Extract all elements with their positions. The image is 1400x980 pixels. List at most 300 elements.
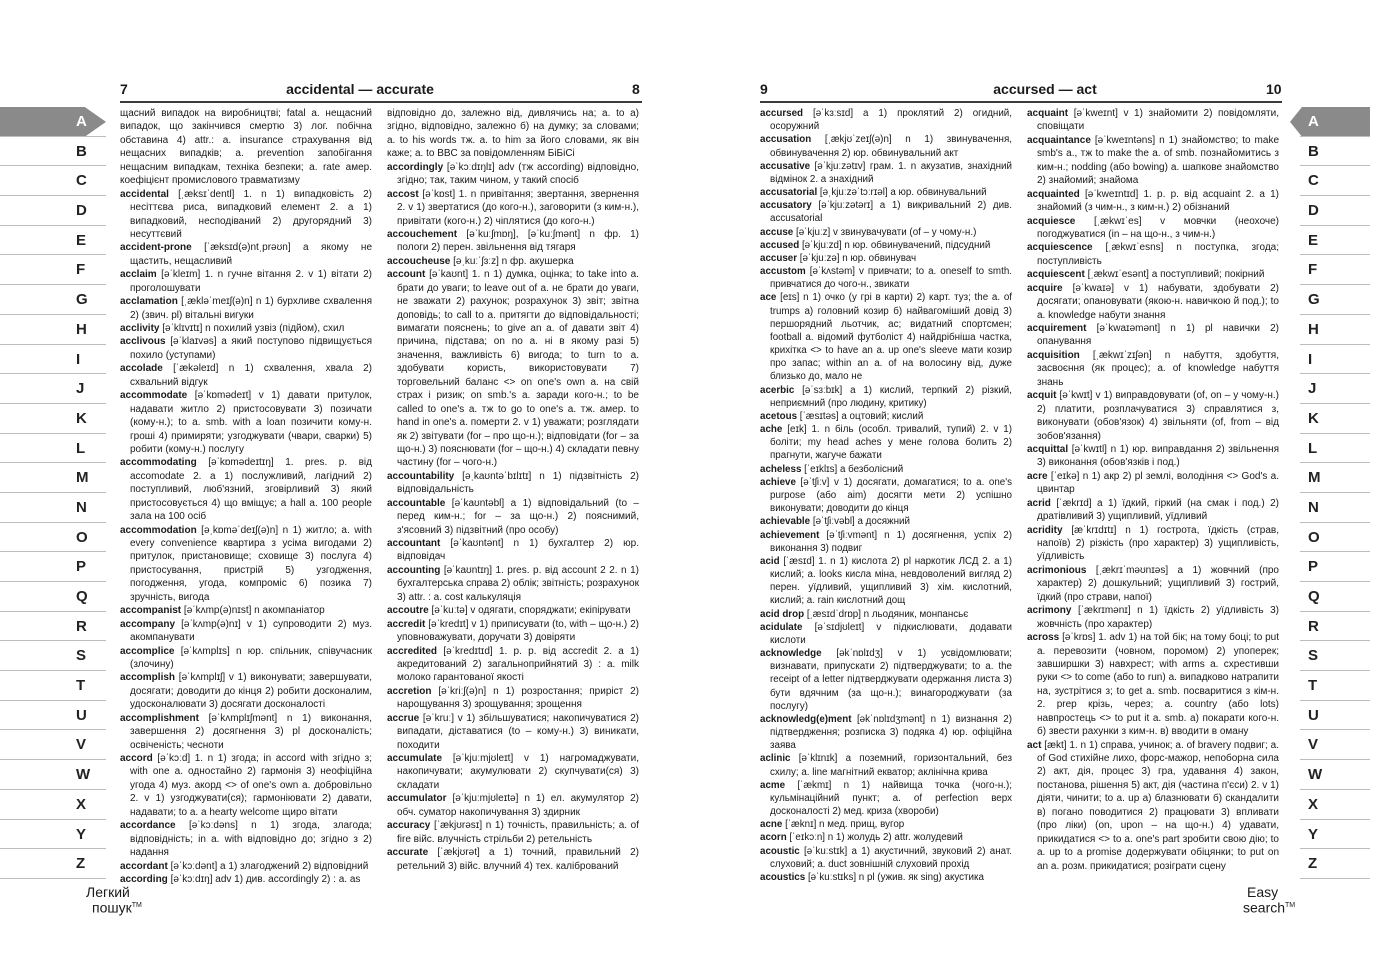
- entry-definition: [əˈkjuːzətərɪ] a 1) викривальний 2) див. accusatorial: [770, 200, 1012, 225]
- entry-headword: accrue: [387, 712, 420, 724]
- dictionary-entry: [120, 268, 372, 295]
- entries-column-2: [1027, 107, 1279, 873]
- entry-headword: accomplice: [120, 645, 175, 657]
- entry-definition: [əˈklaɪvəs] a який поступово підвищується похило (уступами): [130, 336, 372, 361]
- dictionary-entry: [760, 107, 1012, 133]
- dictionary-entry: [387, 792, 639, 819]
- dictionary-entry: [387, 564, 639, 604]
- entry-definition: [əˈkjuːzə] n юр. обвинувач: [799, 252, 917, 264]
- index-tab-b[interactable]: B: [1300, 137, 1370, 167]
- dictionary-entry: [387, 107, 639, 161]
- index-tab-h[interactable]: H: [1300, 315, 1370, 345]
- entry-headword: acetous: [760, 410, 798, 422]
- entry-definition: відповідно до, залежно від, дивлячись на; a. to a) згідно, відповідно, залежно б) на думку; за словами; a. to his words тж. a. to him за його словами, як він каже; a. to BBC за повідомленням БіБіСі: [387, 108, 639, 160]
- entry-headword: accustom: [760, 266, 806, 278]
- entry-definition: [əkˈnɒlɪdʒ] v 1) усвідомлювати; визнавати, припускати 2) підтверджувати; to a. the receipt of a letter підтверджувати одержання листа 3) бути вдячним (за що-н.); винагороджувати (за послугу): [770, 648, 1012, 712]
- index-tab-v[interactable]: V: [1300, 730, 1370, 760]
- dictionary-entry: [1027, 604, 1279, 631]
- page-number-left: 9: [760, 81, 768, 97]
- entry-definition: [əˈkaʊntəbl] a 1) відповідальний (to – перед ким-н.; for – за що-н.) 2) пояснимий, з'ясовний 3) підзвітний (про особу): [397, 497, 639, 536]
- dictionary-entry: [120, 860, 372, 873]
- dictionary-entry: [120, 188, 372, 242]
- entry-definition: [əˈkɒst] 1. n привітання; звертання, звернення 2. v 1) звертатися (до кого-н.), заговорити (з ким-н.), привітати (кого-н.) 2) чіплятися (до кого-н.): [397, 188, 639, 227]
- entry-definition: [əˈkɔːdəns] n 1) згода, злагода; відповідність; in a. with відповідно до; згідно з 2) надання: [130, 820, 372, 859]
- entry-headword: accolade: [120, 363, 163, 375]
- index-tab-t[interactable]: T: [0, 671, 106, 701]
- entry-headword: acoustics: [760, 871, 806, 883]
- entry-definition: [eɪs] n 1) очко (у грі в карти) 2) карт. туз; the a. of trumps a) головний козир б) найвагоміший довід 3) першорядний льотчик, ас; видатний спортсмен; football a. відомий футболіст 4) найдрібніша частка, крихітка <> to have an a. up one's sleeve мати козир про запас; within an a. of на волосину від, дуже близько до, мало не: [770, 292, 1012, 383]
- entry-definition: [əˈkʌmplɪs] n юр. спільник, співучасник (злочину): [130, 645, 372, 670]
- entry-definition: [əˈkʌmp(ə)nɪst] n акомпаніатор: [183, 605, 325, 617]
- entry-headword: acme: [760, 779, 786, 791]
- index-tab-h[interactable]: H: [0, 315, 106, 345]
- dictionary-entry: [387, 161, 639, 188]
- index-tab-w[interactable]: W: [1300, 760, 1370, 790]
- entry-definition: [əˌkaʊntəˈbɪlɪtɪ] n 1) підзвітність 2) відповідальність: [397, 470, 640, 496]
- entry-definition: [ˌækwɪˈes] v мовчки (неохоче) погоджуватися (in – на що-н., з чим-н.): [1037, 215, 1280, 240]
- dictionary-entry: [760, 818, 1012, 831]
- index-tab-g[interactable]: G: [0, 285, 106, 315]
- index-tab-m[interactable]: M: [1300, 463, 1370, 493]
- entry-definition: [əˈkrɒs] 1. adv 1) на той бік; на тому боці; to put a. перевозити (човном, поромом) 2) упоперек; завширшки 3) навхрест; with arms a. схрестивши руки <> to come (або to run) a. випадково натрапити на, зустрітися з; to get a. smb. посваритися з кім-н. 2. prep крізь, через; a. country (або lots) навпростець <> to put it a. smb. a) покарати кого-н. б) звести рахунки з ким-н. в) вводити в оману: [1037, 632, 1279, 738]
- dictionary-entry: [1027, 497, 1279, 524]
- entry-headword: across: [1027, 632, 1060, 644]
- entry-definition: [əˈkɒmədeɪtɪŋ] 1. pres. p. від accomodate 2. a 1) послужливий, лагідний 2) поступливий, люб'язний, зговірливий 3) який пристосовується 4) що вміщує; a hall a. 100 people зала на 100 осіб: [130, 457, 372, 523]
- index-tab-o[interactable]: O: [1300, 523, 1370, 553]
- dictionary-entry: [120, 712, 372, 752]
- entry-headword: accordance: [120, 820, 176, 832]
- dictionary-entry: [1027, 349, 1279, 389]
- entry-definition: [əˈkɜːsɪd] a 1) проклятий 2) огидний, осоружний: [770, 108, 1012, 133]
- entry-definition: [əˈkʌmp(ə)nɪ] v 1) супроводити 2) муз. акомпанувати: [130, 618, 373, 644]
- entry-headword: accusation: [760, 134, 812, 146]
- entry-headword: accost: [387, 188, 419, 200]
- entry-headword: accumulate: [387, 753, 443, 764]
- entry-headword: achievable: [760, 516, 811, 528]
- dictionary-entry: [120, 618, 372, 645]
- header-rule: [120, 101, 642, 103]
- dictionary-entry: [120, 524, 372, 605]
- dictionary-entry: [387, 188, 639, 228]
- index-tab-i[interactable]: I: [1300, 345, 1370, 375]
- entry-definition: [əˈkweɪnt] v 1) знайомити 2) повідомляти, сповіщати: [1037, 108, 1279, 133]
- entry-definition: [ˌæsɪdˈdrɒp] n льодяник, монпансьє: [806, 608, 969, 620]
- dictionary-entry: [387, 470, 639, 497]
- entry-definition: [əˈkʌmplɪʃmənt] n 1) виконання, завершення 2) досягнення 3) pl досконалість; освіченість; чесноти: [130, 712, 372, 751]
- dictionary-entry: [760, 647, 1012, 713]
- entries-column-1: [120, 107, 372, 886]
- entry-headword: acidulate: [760, 621, 803, 633]
- entry-definition: [əˈtʃiːvəbl] a досяжний: [812, 516, 910, 528]
- entry-definition: [əˈkwɪtl] n 1) юр. виправдання 2) звільнення 3) виконання (обов'язків і под.): [1037, 443, 1279, 469]
- entry-headword: according: [120, 873, 168, 885]
- brand-line-1: Легкий: [86, 884, 130, 900]
- index-tab-t[interactable]: T: [1300, 671, 1370, 701]
- index-tab-u[interactable]: U: [0, 701, 106, 731]
- index-tab-s[interactable]: S: [0, 641, 106, 671]
- entry-definition: [əˈkwaɪə] v 1) набувати, здобувати 2) досягати; опановувати (якою-н. навичкою й под.); to a. knowledge набути знання: [1037, 282, 1279, 321]
- index-tab-b[interactable]: B: [0, 137, 106, 167]
- dictionary-entry: [760, 423, 1012, 463]
- dictionary-entry: [760, 226, 1012, 239]
- entry-headword: accretion: [387, 685, 432, 697]
- dictionary-entry: [120, 295, 372, 322]
- dictionary-entry: [120, 819, 372, 859]
- dictionary-entry: [1027, 107, 1279, 134]
- index-tab-a[interactable]: A: [0, 107, 106, 137]
- entry-headword: accordingly: [387, 161, 444, 173]
- entry-headword: acquirement: [1027, 323, 1087, 334]
- entry-definition: [əˈkuːʃmɒŋ], [əˈkuːʃmənt] n фр. 1) пологи 2) перен. звільнення від тягаря: [397, 228, 639, 254]
- entry-definition: [əˈkɒmədeɪt] v 1) давати притулок, надавати житло 2) пристосовувати 3) позичати (кому-н.); to a. smb. with a loan позичити кому-н. гроші 4) примиряти; узгоджувати (чвари, сварки) 5) робити (кому-н.) послугу: [130, 390, 373, 455]
- entry-headword: acquittal: [1027, 443, 1069, 455]
- dictionary-entry: [1027, 470, 1279, 497]
- entry-definition: [əˈkʌstəm] v привчати; to a. oneself to smth. привчатися до чого-н., звикати: [770, 266, 1012, 291]
- brand-line-2: search: [1243, 899, 1286, 916]
- dictionary-entry: [120, 645, 372, 672]
- entry-headword: accredit: [387, 618, 426, 630]
- index-tab-z[interactable]: Z: [1300, 849, 1370, 879]
- entry-headword: acquainted: [1027, 188, 1080, 200]
- dictionary-entry: [387, 604, 639, 617]
- dictionary-entry: [120, 107, 372, 188]
- entry-headword: accountable: [387, 497, 446, 509]
- dictionary-entry: [760, 529, 1012, 555]
- entry-definition: щасний випадок на виробництві; fatal a. нещасний випадок, що закінчився смертю 3) лог. побічна обставина 4) attr.: a. insurance страхування від нещасних випадків; a. prevention запобігання нещасним випадкам, техніка безпеки; a. rate амер. коефіцієнт промислового травматизму: [120, 108, 372, 187]
- entries-column-2: [387, 107, 639, 873]
- entry-headword: ace: [760, 292, 777, 304]
- index-tab-k[interactable]: K: [1300, 404, 1370, 434]
- entry-definition: [əˈkjuːzd] n юр. обвинувачений, підсудний: [801, 239, 991, 251]
- brand-logo-right: [1243, 886, 1295, 915]
- entry-definition: [ˈæksɪd(ə)ntˌprəʊn] a якому не щастить, нещасливий: [130, 242, 373, 267]
- entry-headword: accusatory: [760, 200, 812, 212]
- entry-definition: [əˈtʃiːvmənt] n 1) досягнення, успіх 2) виконання 3) подвиг: [770, 529, 1012, 554]
- dictionary-entry: [760, 608, 1012, 621]
- entry-headword: accomplishment: [120, 712, 199, 724]
- index-tab-e[interactable]: E: [1300, 226, 1370, 256]
- entry-definition: [ˈækrɪmənɪ] n 1) їдкість 2) уїдливість 3) жовчність (про характер): [1037, 605, 1279, 630]
- index-tab-c[interactable]: C: [0, 166, 106, 196]
- dictionary-entry: [120, 335, 372, 362]
- dictionary-entry: [1027, 241, 1279, 268]
- index-tab-r[interactable]: R: [0, 612, 106, 642]
- dictionary-entry: [760, 555, 1012, 608]
- entry-headword: accommodating: [120, 457, 197, 469]
- index-tab-n[interactable]: N: [1300, 493, 1370, 523]
- dictionary-entry: [387, 645, 639, 685]
- index-tab-y[interactable]: Y: [1300, 820, 1370, 850]
- entry-headword: acquire: [1027, 282, 1063, 294]
- entry-headword: accounting: [387, 564, 441, 576]
- dictionary-entry: [120, 873, 372, 886]
- index-tab-j[interactable]: J: [0, 374, 106, 404]
- entry-headword: accouchement: [387, 228, 458, 240]
- dictionary-entry: [760, 160, 1012, 186]
- dictionary-entry: [387, 712, 639, 752]
- brand-logo-left: [86, 886, 142, 915]
- entry-headword: accoucheuse: [387, 255, 451, 267]
- entry-headword: acid drop: [760, 608, 805, 620]
- entry-headword: acknowledge: [760, 648, 822, 660]
- entry-definition: [əˈkɔːdənt] a 1) злагоджений 2) відповідний: [170, 860, 369, 872]
- index-tab-x[interactable]: X: [1300, 790, 1370, 820]
- index-tab-f[interactable]: F: [0, 255, 106, 285]
- entries-column-1: [760, 107, 1012, 884]
- index-tab-r[interactable]: R: [1300, 612, 1370, 642]
- entry-headword: acclivity: [120, 323, 160, 334]
- entry-definition: [əˈklɪnɪk] a поземний, горизонтальний, без схилу; a. line магнітний екватор; аклінічна крива: [770, 753, 1012, 778]
- entry-headword: accumulator: [387, 793, 447, 805]
- dictionary-entry: [1027, 524, 1279, 564]
- dictionary-entry: [760, 410, 1012, 423]
- dictionary-entry: [120, 322, 372, 335]
- entry-headword: act: [1027, 739, 1042, 751]
- entry-headword: achievement: [760, 529, 820, 541]
- dictionary-entry: [760, 831, 1012, 844]
- dictionary-entry: [760, 252, 1012, 265]
- entry-headword: acrimony: [1027, 605, 1072, 617]
- entry-definition: [əˈkweɪntəns] n 1) знайомство; to make smb's a., тж to make the a. of smb. познайомитись з ким-н.; nodding (або bowing) a. шапкове знайомство 2) знайомий; знайома: [1037, 134, 1280, 187]
- entry-headword: accordant: [120, 860, 168, 872]
- entry-definition: [ˈeɪkə] n 1) акр 2) pl землі, володіння <> God's a. цвинтар: [1037, 470, 1280, 496]
- index-tab-q[interactable]: Q: [0, 582, 106, 612]
- dictionary-entry: [1027, 134, 1279, 188]
- entry-headword: acclivous: [120, 336, 166, 348]
- dictionary-entry: [1027, 631, 1279, 739]
- entry-definition: [əˈkredɪt] v 1) приписувати (to, with – що-н.) 2) уповноважувати, доручати 3) довіряти: [397, 618, 640, 644]
- dictionary-entry: [387, 685, 639, 712]
- entry-headword: accusative: [760, 160, 811, 172]
- entry-definition: [əˌkjuːzəˈtɔːrɪəl] a юр. обвинувальний: [819, 187, 987, 199]
- entry-definition: [əˈkweɪntɪd] 1. p. p. від acquaint 2. a 1) знайомий (з чим-н., з ким-н.) 2) обізнаний: [1037, 188, 1279, 214]
- dictionary-entry: [1027, 322, 1279, 349]
- index-tab-g[interactable]: G: [1300, 285, 1370, 315]
- entry-headword: accompanist: [120, 605, 182, 617]
- entry-definition: [ˈæsɪtəs] a оцтовий; кислий: [799, 410, 924, 422]
- dictionary-entry: [760, 384, 1012, 410]
- dictionary-entry: [760, 133, 1012, 159]
- index-tab-d[interactable]: D: [0, 196, 106, 226]
- entry-headword: accuracy: [387, 820, 431, 832]
- entry-definition: [əˈkjuːz] v звинувачувати (of – у чому-н.): [795, 226, 977, 238]
- entry-definition: [əˈkredɪtɪd] 1. p. p. від accredit 2. a 1) акредитований 2) загальноприйнятий 3) : a. milk молоко гарантованої якості: [397, 645, 639, 684]
- brand-line-2: пошук: [92, 899, 132, 916]
- entry-headword: acoustic: [760, 845, 800, 857]
- entry-definition: [ˌækwɪˈzɪʃən] n набуття, здобуття, засвоєння (як процес); a. of knowledge набуття знань: [1037, 349, 1280, 388]
- index-tab-v[interactable]: V: [0, 730, 106, 760]
- dictionary-entry: [120, 241, 372, 268]
- entry-definition: [əˈkwaɪəmənt] n 1) pl навички 2) опанування: [1037, 323, 1279, 348]
- dictionary-entry: [760, 186, 1012, 199]
- dictionary-entry: [120, 604, 372, 617]
- dictionary-entry: [1027, 739, 1279, 873]
- dictionary-entry: [120, 456, 372, 523]
- dictionary-entry: [760, 845, 1012, 871]
- dictionary-entry: [760, 779, 1012, 819]
- entry-headword: accusatorial: [760, 187, 818, 199]
- header-rule: [760, 101, 1282, 103]
- entry-definition: [əˈkaʊntənt] n 1) бухгалтер 2) юр. відповідач: [397, 538, 640, 563]
- entry-definition: [əˈtʃiːv] v 1) досягати, домагатися; to a. one's purpose (або aim) досягти мети 2) успішно виконувати; доводити до кінця: [770, 476, 1012, 515]
- running-head: accidental — accurate: [286, 81, 434, 97]
- index-tab-k[interactable]: K: [0, 404, 106, 434]
- index-tab-d[interactable]: D: [1300, 196, 1370, 226]
- right-page: [700, 0, 1400, 980]
- entry-definition: [ˈeɪkɔːn] n 1) жолудь 2) attr. жолудевий: [789, 832, 963, 844]
- page-number-left: 7: [120, 81, 128, 97]
- dictionary-entry: [387, 846, 639, 873]
- alphabet-index-left: [0, 107, 91, 879]
- entry-headword: acquiesce: [1027, 215, 1076, 227]
- entry-definition: [ˌækrɪˈməʊnɪəs] a 1) жовчний (про характер) 2) дошкульний; ущипливий 3) гострий, їдкий (про страви, напої): [1037, 564, 1279, 603]
- entry-headword: accused: [760, 239, 800, 251]
- dictionary-entry: [387, 618, 639, 645]
- entry-definition: [ˈæsɪd] 1. n 1) кислота 2) pl наркотик ЛСД 2. a 1) кислий; a. looks кисла міна, невдоволений вигляд 2) перен. уїдливий, ущипливий 3) хім. кислотний, кислий; a. rain кислотний дощ: [770, 555, 1012, 607]
- entry-definition: [əˈkɔːd] 1. n 1) згода; in accord with згідно з; with one a. одностайно 2) гармонія 3) неофіційна угода 4) муз. акорд <> of one's own a. добровільно 2. v 1) узгоджувати(ся); гармоніювати 2) давати, надавати; to a. a hearty welcome щиро вітати: [130, 753, 372, 818]
- index-tab-a[interactable]: A: [1300, 107, 1370, 137]
- entry-headword: achieve: [760, 476, 796, 488]
- entry-headword: accidental: [120, 188, 169, 200]
- entry-headword: accoutre: [387, 605, 429, 617]
- index-tab-m[interactable]: M: [0, 463, 106, 493]
- entry-definition: [ækt] 1. n 1) справа, учинок; a. of bravery подвиг; a. of God стихійне лихо, форс-мажор, непоборна сила 2) акт, дія, процес 3) гра, удавання 4) закон, постанова, рішення 5) акт, дія (частина п'єси) 2. v 1) діяти, чинити; to a. up a) блазнювати б) скандалити в) погано поводитися 2) працювати 3) впливати (про ліки) (on, upon – на що-н.) 4) удавати, прикидатися <> to a. one's part зробити свою дію; to a. up to a promise додержувати обіцянки; to put on an a. розм. прикидатися; розіграти сцену: [1037, 739, 1280, 872]
- dictionary-entry: [760, 871, 1012, 884]
- index-tab-c[interactable]: C: [1300, 166, 1370, 196]
- index-tab-o[interactable]: O: [0, 523, 106, 553]
- index-tab-p[interactable]: P: [1300, 552, 1370, 582]
- index-tab-z[interactable]: Z: [0, 849, 106, 879]
- entry-headword: acquisition: [1027, 349, 1080, 361]
- entry-headword: accompany: [120, 618, 176, 630]
- index-tab-q[interactable]: Q: [1300, 582, 1370, 612]
- entry-headword: acknowledg(e)ment: [760, 713, 852, 725]
- entry-definition: [ˌæksɪˈdentl] 1. n 1) випадковість 2) несіттєва риса, випадковий елемент 2. a 1) випадковий, несподіваний 2) другорядний 3) несуттєвий: [130, 188, 373, 240]
- entry-headword: accountability: [387, 470, 455, 482]
- entry-headword: accursed: [760, 108, 804, 119]
- entry-definition: [əˈsɜːbɪk] a 1) кислий, терпкий 2) різкий, неприємний (про людину, критику): [770, 384, 1012, 409]
- dictionary-entry: [760, 199, 1012, 225]
- dictionary-entry: [387, 497, 639, 537]
- entry-headword: accountant: [387, 538, 441, 549]
- entry-definition: [əˈkjuːmjʊleɪt] v 1) нагромаджувати, накопичувати; акумулювати 2) скупчувати(ся) 3) складати: [397, 753, 639, 791]
- entry-definition: [əˈsɪdjʊleɪt] v підкислювати, додавати кислоти: [770, 621, 1012, 646]
- index-tab-j[interactable]: J: [1300, 374, 1370, 404]
- index-tab-l[interactable]: L: [0, 434, 106, 464]
- entry-headword: accommodation: [120, 524, 197, 536]
- entry-definition: [əˈkuːstɪk] a 1) акустичний, звуковий 2) анат. слуховий; a. duct зовнішній слуховий прохід: [770, 845, 1012, 870]
- entry-headword: acclaim: [120, 269, 157, 281]
- entry-definition: [əˈkriːʃ(ə)n] n 1) розростання; приріст 2) нарощування 3) зрощування; зрощення: [397, 685, 639, 711]
- brand-tm: TM: [1285, 902, 1296, 909]
- dictionary-entry: [1027, 215, 1279, 242]
- entry-headword: acquit: [1027, 390, 1057, 402]
- index-tab-w[interactable]: W: [0, 760, 106, 790]
- entry-headword: ache: [760, 424, 783, 436]
- dictionary-entry: [387, 537, 639, 564]
- entry-definition: [əˈkuːtə] v одягати, споряджати; екіпірувати: [431, 605, 631, 617]
- dictionary-entry: [387, 752, 639, 792]
- dictionary-entry: [760, 265, 1012, 291]
- entry-headword: acquiescent: [1027, 269, 1085, 281]
- entry-headword: acerbic: [760, 384, 795, 396]
- entry-headword: account: [387, 269, 426, 281]
- entry-definition: [əˈkɔːdɪŋ] adv 1) див. accordingly 2) : a. as: [170, 873, 361, 885]
- index-tab-f[interactable]: F: [1300, 255, 1370, 285]
- entry-headword: acorn: [760, 832, 787, 844]
- brand-tm: TM: [131, 902, 142, 909]
- dictionary-entry: [120, 389, 372, 456]
- entry-headword: acrimonious: [1027, 564, 1087, 576]
- dictionary-entry: [1027, 282, 1279, 322]
- entry-definition: [əˈkɔːdɪŋlɪ] adv (тж according) відповідно, згідно; так, таким чином, у такий спосіб: [397, 161, 640, 187]
- dictionary-entry: [760, 515, 1012, 528]
- entry-definition: [əˈklɪvɪtɪ] n похилий узвіз (підйом), схил: [162, 323, 345, 334]
- entry-definition: [əˈkʌmplɪʃ] v 1) виконувати; завершувати, досягати; доводити до кінця 2) робити досконалим, удосконалювати 3) досягати досконалості: [130, 672, 372, 711]
- dictionary-entry: [760, 713, 1012, 753]
- entry-headword: acrid: [1027, 497, 1051, 509]
- entry-headword: acquaint: [1027, 108, 1069, 119]
- entry-definition: [ˌækləˈmeɪʃ(ə)n] n 1) бурхливе схвалення 2) (звич. pl) вітальні вигуки: [130, 296, 373, 321]
- entry-definition: [əˈkjuːmjʊleɪtə] n 1) ел. акумулятор 2) обч. суматор накопичування 3) здирник: [397, 793, 639, 818]
- entry-definition: [ˈeɪklɪs] a безболісний: [804, 463, 904, 475]
- entry-headword: accident-prone: [120, 242, 192, 254]
- brand-line-1: Easy: [1247, 884, 1279, 900]
- index-tab-u[interactable]: U: [1300, 701, 1370, 731]
- index-tab-l[interactable]: L: [1300, 434, 1370, 464]
- page-number-right: 8: [632, 81, 640, 97]
- brand-line-2-wrap: [86, 899, 142, 915]
- index-tab-n[interactable]: N: [0, 493, 106, 523]
- alphabet-index-right: [1300, 107, 1370, 879]
- dictionary-entry: [760, 291, 1012, 383]
- entry-definition: [əˈkuːstɪks] n pl (ужив. як sing) акустика: [807, 871, 984, 883]
- entry-headword: accurate: [387, 847, 429, 859]
- entry-definition: [ˌækwɪˈesns] n поступка, згода; поступливість: [1037, 242, 1279, 267]
- index-tab-x[interactable]: X: [0, 790, 106, 820]
- entry-definition: [ˌækwɪˈesənt] a поступливий; покірний: [1087, 269, 1265, 281]
- index-tab-s[interactable]: S: [1300, 641, 1370, 671]
- index-tab-i[interactable]: I: [0, 345, 106, 375]
- entry-definition: [ˈækmɪ] n 1) найвища точка (чого-н.); кульмінаційний пункт; a. of perfection верх досконалості 2) мед. криза (хвороби): [770, 779, 1012, 818]
- entry-definition: [ˈækəleɪd] n 1) схвалення, хвала 2) схвальний відгук: [130, 363, 372, 388]
- entry-headword: acquiescence: [1027, 242, 1093, 254]
- index-tab-p[interactable]: P: [0, 552, 106, 582]
- entry-definition: [əˈkaʊntɪŋ] 1. pres. p. від account 2 2. n 1) бухгалтерська справа 2) облік; звітність; розрахунок 3) attr. : a. cost калькуляція: [397, 564, 639, 603]
- dictionary-entry: [120, 362, 372, 389]
- dictionary-entry: [387, 228, 639, 255]
- entry-headword: acquaintance: [1027, 134, 1091, 146]
- entry-headword: accommodate: [120, 390, 188, 402]
- brand-line-2-wrap: [1243, 899, 1295, 915]
- entry-headword: acre: [1027, 470, 1048, 482]
- dictionary-entry: [1027, 389, 1279, 443]
- entry-definition: [əˈkaʊnt] 1. n 1) думка, оцінка; to take into a. брати до уваги; to leave out of a. не брати до уваги, не зважати 2) рахунок; розрахунок 3) звіт; звітна доповідь; to call to a. притягти до відповідальності; вимагати пояснень; to give an a. of давати звіт 4) причина, підстава; on no a. ні в якому разі 5) значення, важливість 6) вигода; to turn to a. здобувати користь, використовувати 7) торговельний баланс <> on one's own a. на свій страх і ризик; on smb.'s a. заради кого-н.; to be called to one's a. тж to go to one's a. тж. амер. to hand in one's a. померти 2. v 1) уважати; розглядати як 2) звітувати (for – про що-н.); відповідати (for – за що-н.) 3) пояснювати (for – що-н.) 4) складати певну частину (for – чого-н.): [397, 269, 640, 469]
- dictionary-entry: [120, 671, 372, 711]
- dictionary-entry: [1027, 564, 1279, 604]
- index-tab-e[interactable]: E: [0, 226, 106, 256]
- entry-headword: accredited: [387, 645, 438, 657]
- index-tab-y[interactable]: Y: [0, 820, 106, 850]
- entry-definition: [əˈkwɪt] v 1) виправдовувати (of, on – у чому-н.) 2) платити, розплачуватися 3) справлятися з, виконувати (обов'язок) 4) звільняти (of, from – від зобов'язання): [1037, 390, 1280, 442]
- entry-definition: [ˈækrɪd] a 1) їдкий, гіркий (на смак і под.) 2) дратівливий 3) ущипливий, уїдливий: [1037, 497, 1279, 523]
- entry-definition: [əkˈnɒlɪdʒmənt] n 1) визнання 2) підтвердження; розписка 3) подяка 4) юр. офіційна заява: [770, 713, 1012, 752]
- dictionary-entry: [387, 255, 639, 268]
- dictionary-entry: [760, 621, 1012, 647]
- dictionary-entry: [120, 752, 372, 819]
- entry-definition: [əˌkuːˈʃɜːz] n фр. акушерка: [453, 255, 574, 267]
- entry-definition: [əˈkruː] v 1) збільшуватися; накопичуватися 2) випадати, діставатися (to – кому-н.) 3) виникати, походити: [397, 712, 639, 751]
